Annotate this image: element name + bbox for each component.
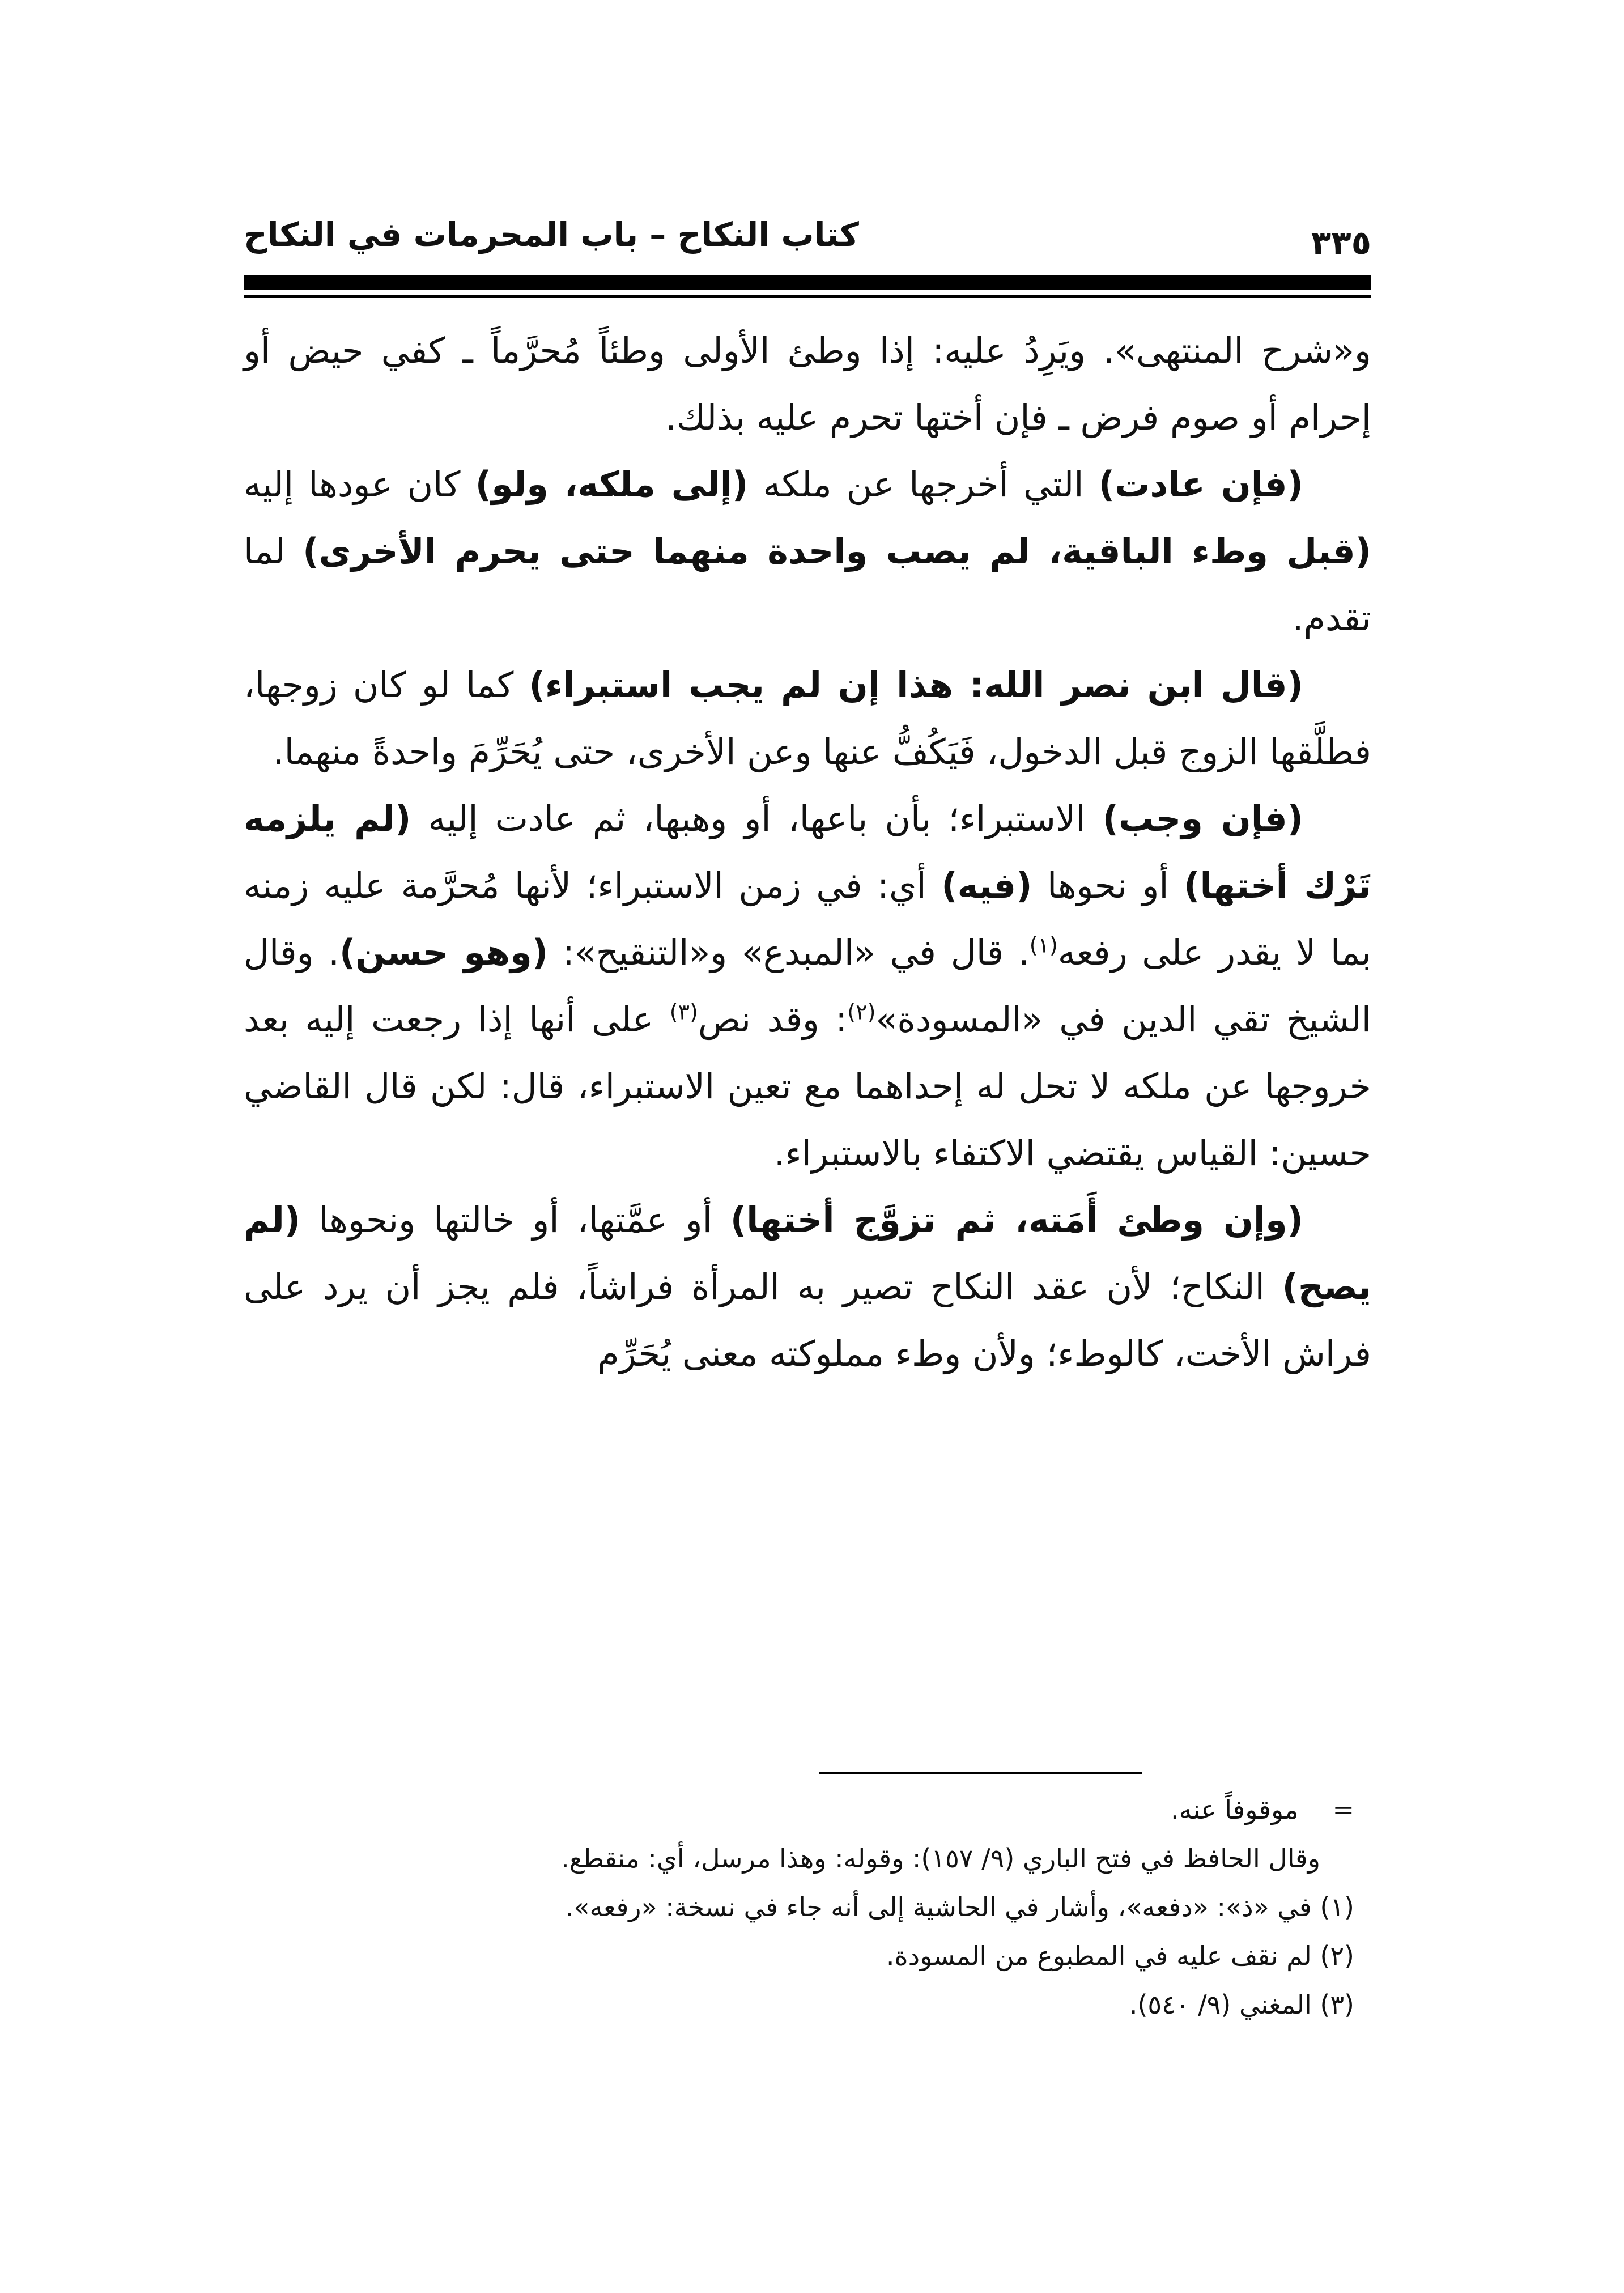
sharh-text: التي أخرجها عن ملكه bbox=[748, 464, 1099, 505]
footnote-text: موقوفاً عنه. bbox=[1171, 1794, 1299, 1825]
footnote-continuation bbox=[244, 1785, 1371, 1834]
header-rule-thin bbox=[244, 295, 1371, 298]
chapter-title: كتاب النكاح – باب المحرمات في النكاح bbox=[244, 215, 859, 254]
footnote-continuation-line: وقال الحافظ في فتح الباري (٩/ ١٥٧): وقوله: وهذا مرسل، أي: منقطع. bbox=[561, 1843, 1320, 1874]
sharh-text: أي: في زمن الاستبراء؛ لأنها مُحرَّمة عليه زمنه بما لا يقدر على رفعه bbox=[244, 865, 1371, 973]
running-header bbox=[244, 210, 1371, 272]
matn-text: (إلى ملكه، ولو) bbox=[475, 464, 749, 505]
matn-text: (قبل وطء الباقية، لم يصب واحدة منهما حتى يحرم الأخرى) bbox=[303, 530, 1371, 572]
matn-text: (فإن وجب) bbox=[1102, 798, 1304, 839]
paragraph bbox=[244, 652, 1371, 785]
sharh-text: : وقد نص bbox=[698, 999, 848, 1040]
paragraph bbox=[244, 785, 1371, 1187]
paragraph bbox=[244, 451, 1371, 652]
sharh-text: النكاح؛ لأن عقد النكاح تصير به المرأة فراشاً، فلم يجز أن يرد على فراش الأخت، كالوطء؛ ولأن وطء مملوكته معنى يُحَرِّم bbox=[244, 1266, 1371, 1374]
matn-text: (فيه) bbox=[941, 865, 1032, 906]
main-text bbox=[244, 317, 1371, 1387]
footnote-3: (٣) المغني (٩/ ٥٤٠). bbox=[1129, 1989, 1354, 2020]
sharh-text: أو عمَّتها، أو خالتها ونحوها bbox=[300, 1199, 730, 1241]
matn-text: (وهو حسن) bbox=[339, 932, 549, 973]
matn-text: (قال ابن نصر الله: هذا إن لم يجب استبراء) bbox=[529, 664, 1303, 706]
matn-text: (لم يلزمه تَرْك أختها) bbox=[244, 798, 1372, 906]
sharh-text: كما لو كان زوجها، فطلَّقها الزوج قبل الدخول، فَيَكُفُّ عنها وعن الأخرى، حتى يُحَرِّمَ واحدةً منهما. bbox=[244, 664, 1371, 772]
header-rule-thick bbox=[244, 275, 1371, 290]
matn-text: (وإن وطئ أَمَته، ثم تزوَّج أختها) bbox=[730, 1199, 1303, 1241]
footnote-ref: (٢) bbox=[847, 999, 876, 1025]
sharh-text: على أنها إذا رجعت إليه بعد خروجها عن ملكه لا تحل له إحداهما مع تعين الاستبراء، قال: لكن قال القاضي حسين: القياس يقتضي الاكتفاء بالاستبراء. bbox=[244, 999, 1371, 1174]
sharh-text: كان عودها إليه bbox=[244, 464, 475, 505]
sharh-text: أو نحوها bbox=[1032, 865, 1184, 906]
footnote-ref: (٣) bbox=[669, 999, 698, 1025]
sharh-text: لما تقدم. bbox=[244, 530, 1371, 639]
page-number: ٣٣٥ bbox=[1311, 223, 1371, 262]
sharh-text: الاستبراء؛ بأن باعها، أو وهبها، ثم عادت إليه bbox=[411, 798, 1103, 839]
sharh-text: . قال في «المبدع» و«التنقيح»: bbox=[548, 932, 1030, 973]
footnote-2: (٢) لم نقف عليه في المطبوع من المسودة. bbox=[886, 1940, 1354, 1971]
matn-text: (لم يصح) bbox=[244, 1199, 1371, 1307]
paragraph bbox=[244, 317, 1371, 451]
sharh-text: . وقال الشيخ تقي الدين في «المسودة» bbox=[244, 932, 1372, 1040]
footnote-ref: (١) bbox=[1029, 932, 1058, 958]
matn-text: (فإن عادت) bbox=[1098, 464, 1303, 505]
footnotes bbox=[244, 1785, 1371, 2029]
footnote-separator bbox=[819, 1772, 1142, 1774]
footnote-1: (١) في «ذ»: «دفعه»، وأشار في الحاشية إلى أنه جاء في نسخة: «رفعه». bbox=[565, 1892, 1354, 1922]
continuation-mark: = bbox=[1332, 1794, 1354, 1825]
sharh-text: و«شرح المنتهى». ويَرِدُ عليه: إذا وطئ الأولى وطئاً مُحرَّماً ـ كفي حيض أو إحرام أو صوم فرض ـ فإن أختها تحرم عليه بذلك. bbox=[244, 330, 1371, 438]
paragraph bbox=[244, 1187, 1371, 1387]
